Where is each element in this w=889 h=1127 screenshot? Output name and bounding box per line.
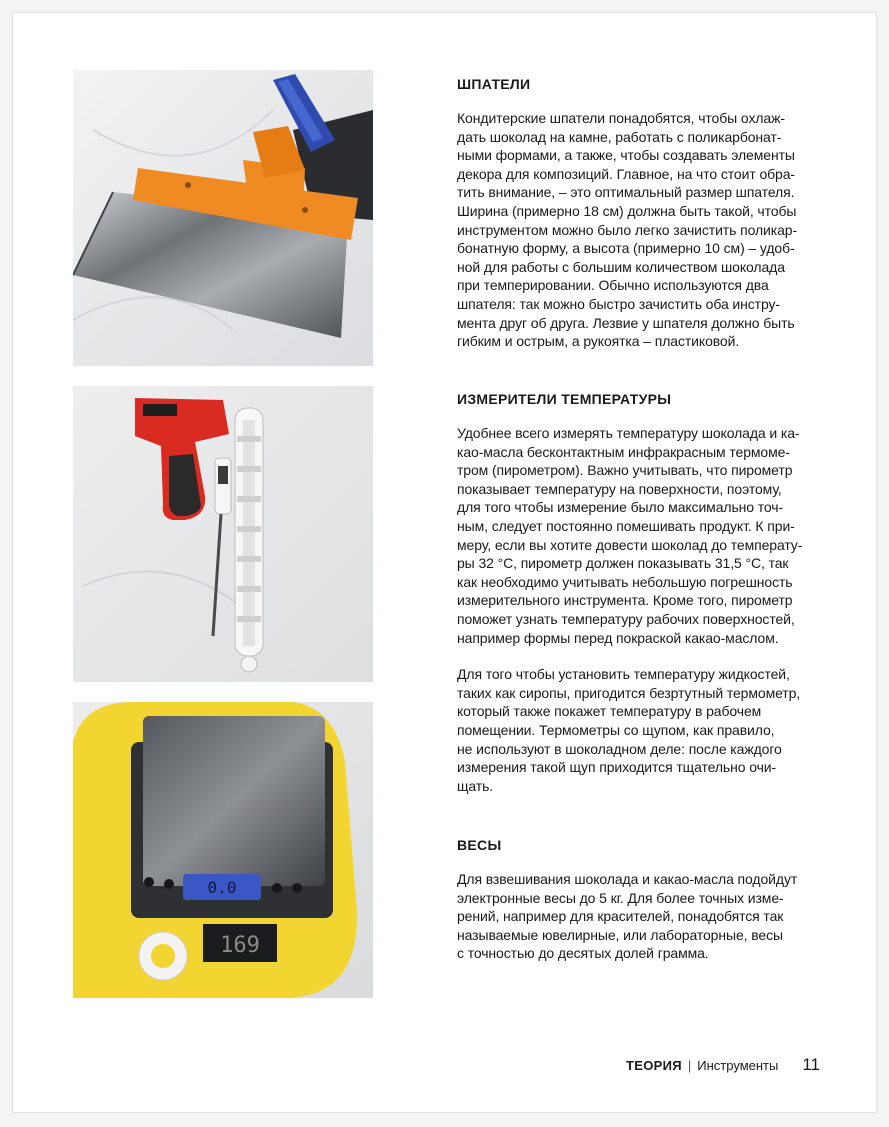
section-paragraph: Для взвешивания шоколада и какао-масла подойдут электронные весы до 5 кг. Для более точных изме- рений, например для красителей, понадобятся так называемые ювелирные, или лабораторные, весы с точностью до десятых долей грамма. — [457, 871, 798, 962]
page-number: 11 — [802, 1055, 820, 1074]
footer-separator: | — [687, 1058, 692, 1073]
section-thermometers — [457, 390, 837, 795]
section-spatulas — [457, 75, 837, 351]
footer-subchapter: Инструменты — [697, 1058, 779, 1073]
thermometers-illustration — [73, 386, 373, 682]
spatula-photo — [73, 70, 373, 366]
section-paragraph: Для того чтобы установить температуру жидкостей, таких как сиропы, пригодится безртутный термометр, который также покажет температуру в рабочем помещении. Термометры со щупом, как правило, не используют в шоколадном деле: после каждого измерения такой щуп приходится тщательно очи- щать. — [457, 666, 801, 794]
section-paragraph: Удобнее всего измерять температуру шоколада и ка- као-масла бесконтактным инфракрасным термоме- тром (пирометром). Важно учитывать, что пирометр показывает температуру на поверхности, поэтому, для того чтобы измерение было максимально точ- ным, следует постоянно помешивать продукт. К при- меру, если вы хотите довести шоколад до температу- ры 32 °С, пирометр должен показывать 31,5 °С, так как необходимо учитывать небольшую погрешность измерительного инструмента. Кроме того, пирометр поможет узнать температуру рабочих поверхностей, например формы перед покраской какао-маслом. — [457, 425, 803, 646]
scales-illustration — [73, 702, 373, 998]
thermometers-photo — [73, 386, 373, 682]
kitchen-scale-readout: 169 — [220, 933, 260, 958]
scales-photo — [73, 702, 373, 998]
book-page — [12, 12, 877, 1113]
section-heading: ШПАТЕЛИ — [457, 76, 531, 92]
section-heading: ИЗМЕРИТЕЛИ ТЕМПЕРАТУРЫ — [457, 391, 672, 407]
small-scale-readout: 0.0 — [207, 878, 237, 897]
section-paragraph: Кондитерские шпатели понадобятся, чтобы охлаж- дать шоколад на камне, работать с поликарбонат- ными формами, а также, чтобы создавать элементы декора для композиций. Главное, на что стоит обра- тить внимание, – это оптимальный размер шпателя. Ширина (примерно 18 см) должна быть такой, чтобы инструментом можно было легко зачистить поликар- бонатную форму, а высота (примерно 10 см) – удоб- ной для работы с большим количеством шоколада при темперировании. Обычно используются два шпателя: так можно быстро зачистить оба инстру- мента друг об друга. Лезвие у шпателя должно быть гибким и острым, а рукоятка – пластиковой. — [457, 110, 798, 350]
spatula-illustration — [73, 70, 373, 366]
footer-chapter: ТЕОРИЯ — [626, 1058, 682, 1073]
section-scales — [457, 836, 837, 963]
section-heading: ВЕСЫ — [457, 837, 502, 853]
page-footer — [626, 1055, 820, 1075]
